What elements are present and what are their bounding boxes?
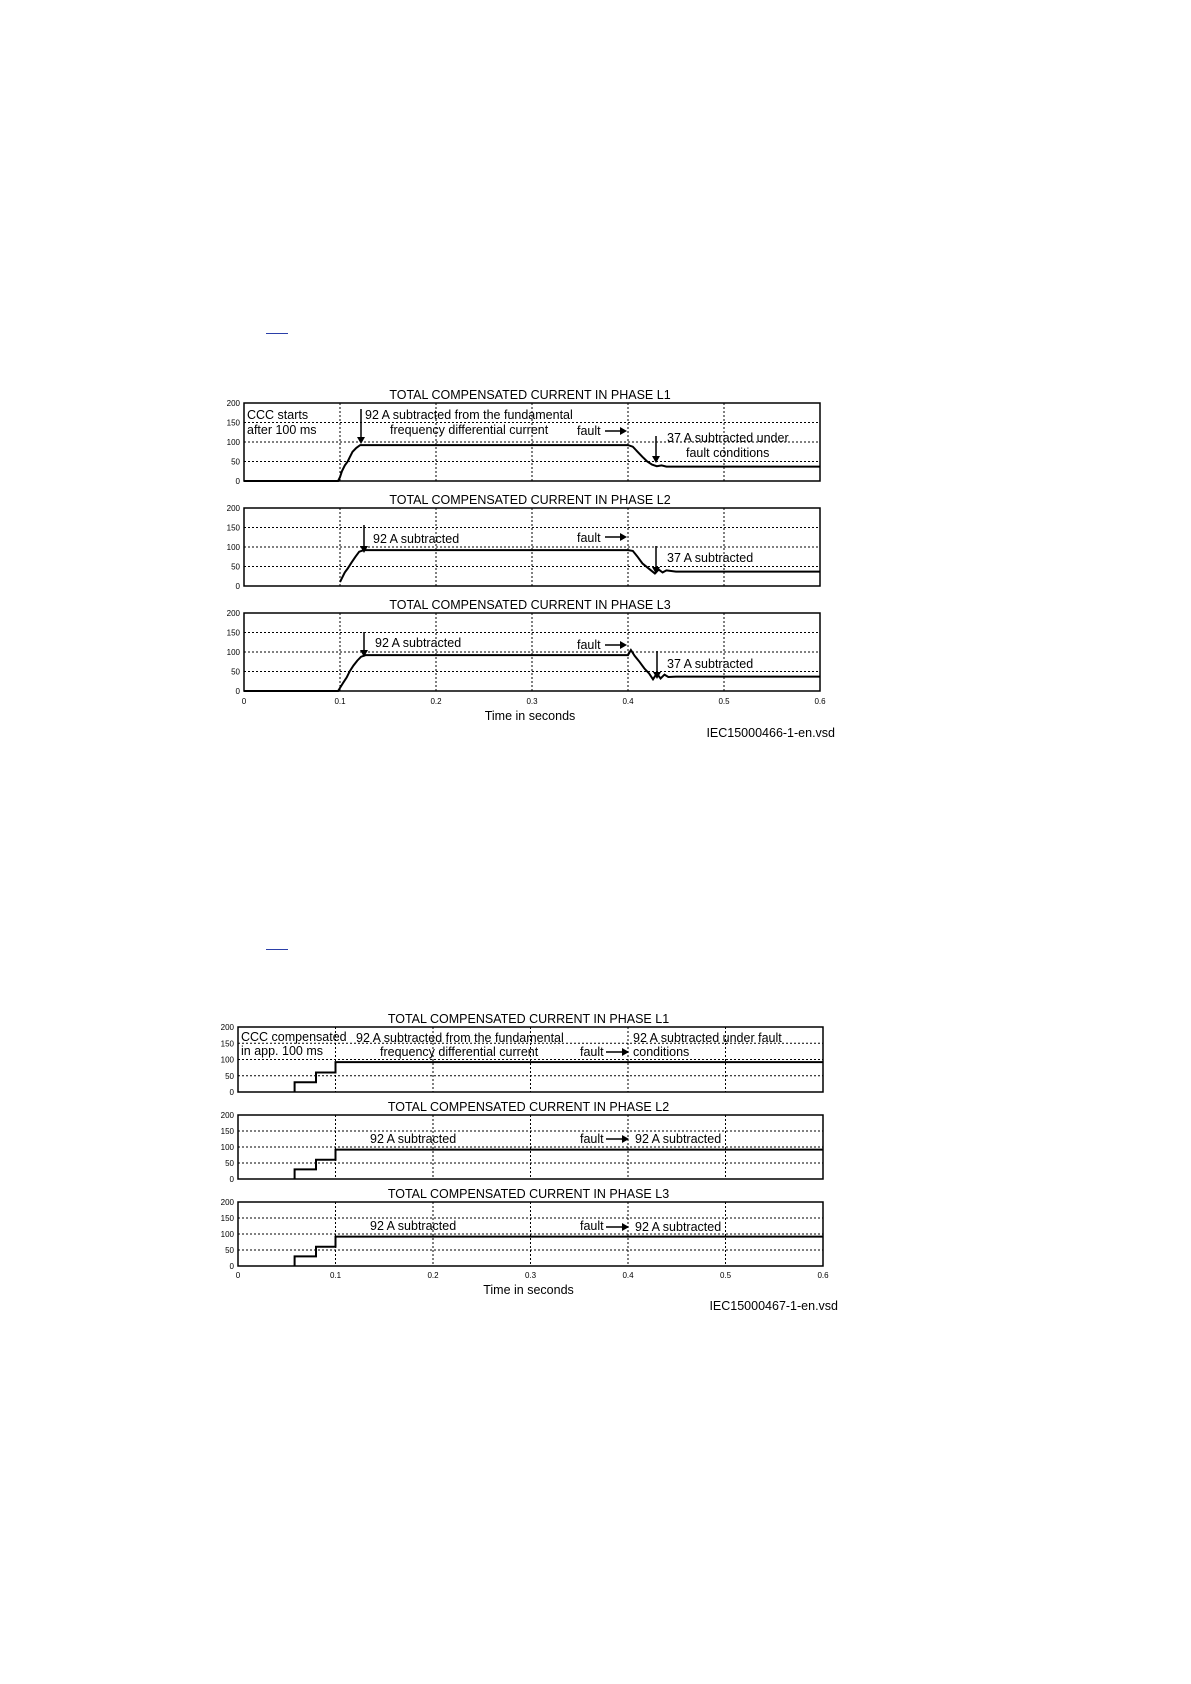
y-tick-label: 100 [226,543,240,552]
series-line [295,1150,823,1179]
x-tick-label: 0.2 [430,697,442,706]
arrow-head [622,1223,629,1231]
arrow-head [620,533,627,541]
annotation-text: 92 A subtracted [375,636,462,650]
y-tick-label: 50 [225,1159,234,1168]
annotation-text: 92 A subtracted from the fundamental [365,408,573,422]
annotation-text: 92 A subtracted [370,1219,457,1233]
y-tick-label: 50 [231,457,240,467]
source-file-label: IEC15000466-1-en.vsd [706,726,835,740]
x-tick-label: 0.4 [622,697,634,706]
chart-panel-3 [227,598,820,696]
y-tick-label: 200 [220,1023,234,1032]
y-tick-label: 0 [229,1088,234,1097]
arrow-head [620,641,627,649]
annotation-text: fault [577,531,601,545]
annotation-text: 92 A subtracted from the fundamental [356,1031,564,1045]
y-tick-label: 200 [226,399,240,408]
y-tick-label: 100 [220,1230,234,1239]
x-axis-label: Time in seconds [483,1283,574,1297]
y-tick-label: 200 [220,1111,234,1120]
annotation-text: 37 A subtracted [667,551,754,565]
annotation-text: 92 A subtracted under fault [633,1031,782,1045]
x-tick-label: 0.2 [427,1271,439,1280]
arrow-head [622,1048,629,1056]
source-file-label: IEC15000467-1-en.vsd [709,1299,838,1313]
y-tick-label: 100 [220,1055,234,1065]
annotation-text: CCC compensated [241,1030,347,1044]
y-tick-label: 0 [235,582,240,591]
annotation-text: 92 A subtracted [373,532,460,546]
y-tick-label: 100 [226,648,240,657]
annotation-text: 37 A subtracted [667,657,754,671]
y-tick-label: 200 [226,504,240,513]
y-tick-label: 200 [220,1198,234,1207]
y-tick-label: 100 [226,438,240,447]
y-tick-label: 0 [235,477,240,486]
arrow-head [357,437,365,444]
arrow-head [620,427,627,435]
annotation-text: 37 A subtracted under [667,431,789,445]
annotation-text: fault conditions [686,446,770,460]
chart-title: TOTAL COMPENSATED CURRENT IN PHASE L3 [389,598,671,612]
y-tick-label: 50 [231,667,240,677]
y-tick-label: 50 [225,1246,234,1255]
y-tick-label: 100 [220,1143,234,1152]
y-tick-label: 150 [220,1214,234,1223]
y-tick-label: 150 [220,1127,234,1136]
chart-panel-6 [221,1187,823,1271]
x-tick-label: 0.3 [524,1271,537,1280]
y-tick-label: 50 [225,1071,234,1081]
annotation-text: in app. 100 ms [241,1044,323,1058]
series-line [295,1062,823,1092]
x-tick-label: 0.4 [622,1271,634,1280]
y-tick-label: 0 [235,687,240,696]
x-tick-label: 0.5 [719,1271,732,1280]
annotation-text: fault [577,638,601,652]
chart-title: TOTAL COMPENSATED CURRENT IN PHASE L2 [387,1100,670,1114]
series-line [295,1237,823,1266]
chart-panel-5 [221,1100,823,1184]
y-tick-label: 0 [229,1262,234,1271]
y-tick-label: 150 [226,628,240,638]
y-tick-label: 50 [231,562,240,572]
x-tick-label: 0.6 [817,1271,829,1280]
x-tick-label: 0 [235,1271,241,1280]
chart-title: TOTAL COMPENSATED CURRENT IN PHASE L1 [387,1012,670,1026]
y-tick-label: 150 [226,418,240,428]
x-axis-label: Time in seconds [484,709,576,723]
annotation-text: conditions [633,1045,690,1059]
annotation-text: after 100 ms [247,423,317,437]
y-tick-label: 150 [220,1039,234,1049]
annotation-text: CCC starts [247,408,309,422]
annotation-text: 92 A subtracted [635,1132,722,1146]
x-tick-label: 0.5 [718,697,730,706]
x-tick-label: 0.6 [814,697,826,706]
annotation-text: 92 A subtracted [635,1220,722,1234]
x-tick-label: 0.1 [329,1271,342,1280]
y-tick-label: 150 [226,523,240,533]
chart-title: TOTAL COMPENSATED CURRENT IN PHASE L2 [389,493,671,507]
x-tick-label: 0 [241,697,247,706]
annotation-text: fault [580,1132,604,1146]
y-tick-label: 0 [229,1175,234,1184]
annotation-text: 92 A subtracted [370,1132,457,1146]
annotation-text: frequency differential current [390,423,549,437]
annotation-text: frequency differential current [380,1045,539,1059]
chart-title: TOTAL COMPENSATED CURRENT IN PHASE L1 [389,388,671,402]
annotation-text: fault [580,1219,604,1233]
chart-panel-2 [227,493,820,591]
x-tick-label: 0.3 [526,697,538,706]
x-tick-label: 0.1 [334,697,346,706]
y-tick-label: 200 [226,609,240,618]
annotation-text: fault [577,424,601,438]
annotation-text: fault [580,1045,604,1059]
chart-title: TOTAL COMPENSATED CURRENT IN PHASE L3 [387,1187,670,1201]
